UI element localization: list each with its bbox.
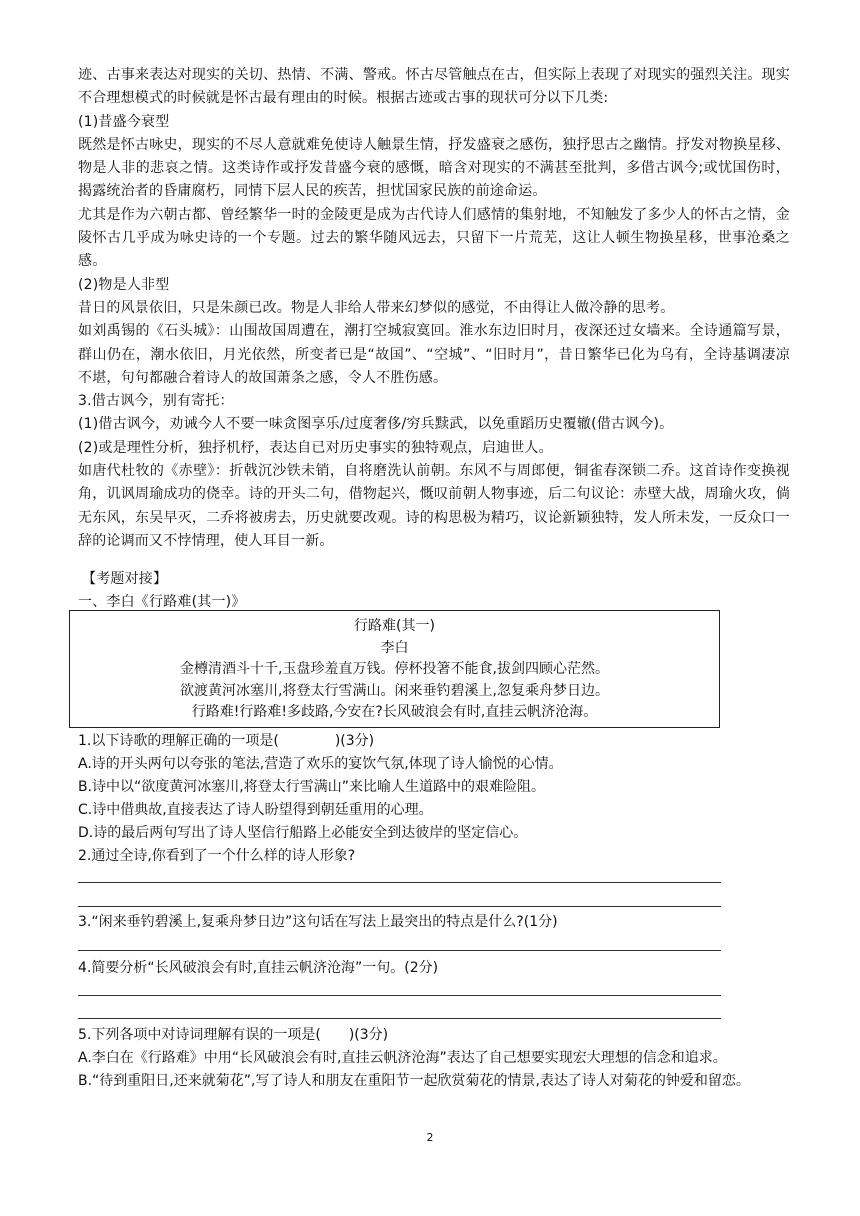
intro-paragraph-2: 既然是怀古咏史，现实的不尽人意就难免使诗人触景生情，抒发盛衰之感伤，独抒思古之幽情。抒发对物换星移、物是人非的悲哀之情。这类诗作或抒发昔盛今衰的感慨，暗含对现实的不满甚至批判，多借古讽今;或忧国伤时，揭露统治者的昏庸腐朽，同情下层人民的疾苦，担忧国家民族的前途命运。: [78, 136, 790, 200]
question-2-stem: 2.通过全诗,你看到了一个什么样的诗人形象?: [78, 848, 356, 864]
poem-line: 欲渡黄河冰塞川,将登太行雪满山。闲来垂钓碧溪上,忽复乘舟梦日边。: [180, 682, 609, 699]
question-5: [78, 1024, 790, 1093]
answer-line[interactable]: [78, 882, 721, 883]
intro-paragraph-6: (1)借古讽今，劝诫今人不要一味贪图享乐/过度奢侈/穷兵黩武，以免重蹈历史覆辙(借古讽今)。: [78, 416, 674, 433]
poem-box: [69, 610, 720, 728]
page-number: 2: [426, 1131, 434, 1144]
heading-type-1: (1)昔盛今衰型: [78, 113, 170, 130]
intro-paragraph-4: 昔日的风景依旧，只是朱颜已改。物是人非给人带来幻梦似的感觉，不由得让人做冷静的思考。: [78, 299, 675, 316]
question-5-option-b: B.“待到重阳日,还来就菊花”,写了诗人和朋友在重阳节一起欣赏菊花的情景,表达了诗人对菊花的钟爱和留恋。: [78, 1073, 750, 1089]
poem-line: 行路难!行路难!多歧路,今安在?长风破浪会有时,直挂云帆济沧海。: [191, 704, 598, 720]
poem-line: 金樽清酒斗十千,玉盘珍羞直万钱。停杯投箸不能食,拔剑四顾心茫然。: [180, 661, 609, 677]
poem-author: 李白: [380, 639, 409, 656]
answer-line[interactable]: [78, 995, 721, 996]
question-3-stem: 3.“闲来垂钓碧溪上,复乘舟梦日边”这句话在写法上最突出的特点是什么?(1分): [78, 914, 558, 930]
intro-paragraph-8: 如唐代杜牧的《赤壁》：折戟沉沙铁未销，自将磨洗认前朝。东风不与周郎便，铜雀春深锁二乔。这首诗作变换视角，讥讽周瑜成功的侥幸。诗的开头二句，借物起兴，慨叹前朝人物事迹，后二句议论：赤壁大战，周瑜火攻，倘无东风，东吴早灭，二乔将被虏去，历史就要改观。诗的构思极为精巧，议论新颖独特，发人所未发，一反众口一辞的论调而又不悖情理，使人耳目一新。: [78, 463, 790, 549]
intro-paragraph-1: 迹、古事来表达对现实的关切、热情、不满、警戒。怀古尽管触点在古，但实际上表现了对现实的强烈关注。现实不合理想模式的时候就是怀古最有理由的时候。根据古迹或古事的现状可分以下几类:: [78, 67, 790, 107]
question-4-stem: 4.简要分析“长风破浪会有时,直挂云帆济沧海”一句。(2分): [78, 960, 439, 976]
exam-header: 【考题对接】: [82, 571, 168, 587]
question-5-option-a: A.李白在《行路难》中用“长风破浪会有时,直挂云帆济沧海”表达了自己想要实现宏大理想的信念和追求。: [78, 1050, 727, 1066]
exam-section-header: [78, 568, 790, 615]
answer-line[interactable]: [78, 906, 721, 907]
poem-title: 行路难(其一): [354, 618, 435, 634]
answer-line[interactable]: [78, 950, 721, 951]
question-1: [78, 730, 790, 868]
question-5-stem: 5.下列各项中对诗词理解有误的一项是( )(3分): [78, 1027, 389, 1043]
question-3: [78, 911, 790, 934]
question-1-option-b: B.诗中以“欲度黄河冰塞川,将登太行雪满山”来比喻人生道路中的艰难险阻。: [78, 779, 546, 795]
question-1-option-a: A.诗的开头两句以夸张的笔法,营造了欢乐的宴饮气氛,体现了诗人愉悦的心情。: [78, 756, 563, 772]
intro-section: [78, 64, 790, 553]
question-1-stem: 1.以下诗歌的理解正确的一项是( )(3分): [78, 733, 375, 749]
exam-subheader: 一、李白《行路难(其一)》: [78, 594, 246, 611]
question-1-option-d: D.诗的最后两句写出了诗人坚信行船路上必能安全到达彼岸的坚定信心。: [78, 825, 528, 841]
heading-type-2: (2)物是人非型: [78, 276, 170, 293]
question-4: [78, 957, 790, 980]
intro-paragraph-3: 尤其是作为六朝古都、曾经繁华一时的金陵更是成为古代诗人们感情的集射地，不知触发了多少人的怀古之情，金陵怀古几乎成为咏史诗的一个专题。过去的繁华随风远去，只留下一片荒芜，这让人顿生物换星移，世事沧桑之感。: [78, 206, 790, 270]
answer-line[interactable]: [78, 1018, 721, 1019]
intro-paragraph-7: (2)或是理性分析，独抒机杼，表达自已对历史事实的独特观点，启迪世人。: [78, 439, 553, 456]
heading-type-3: 3.借古讽今，别有寄托：: [78, 393, 234, 410]
question-1-option-c: C.诗中借典故,直接表达了诗人盼望得到朝廷重用的心理。: [78, 802, 433, 818]
intro-paragraph-5: 如刘禹锡的《石头城》：山围故国周遭在，潮打空城寂寞回。淮水东边旧时月，夜深还过女墙来。全诗通篇写景，群山仍在，潮水依旧，月光依然，所变者已是“故国”、“空城”、“旧时月”，昔日繁华已化为乌有，全诗基调凄凉不堪，句句都融合着诗人的故国萧条之感，令人不胜伤感。: [78, 323, 790, 386]
